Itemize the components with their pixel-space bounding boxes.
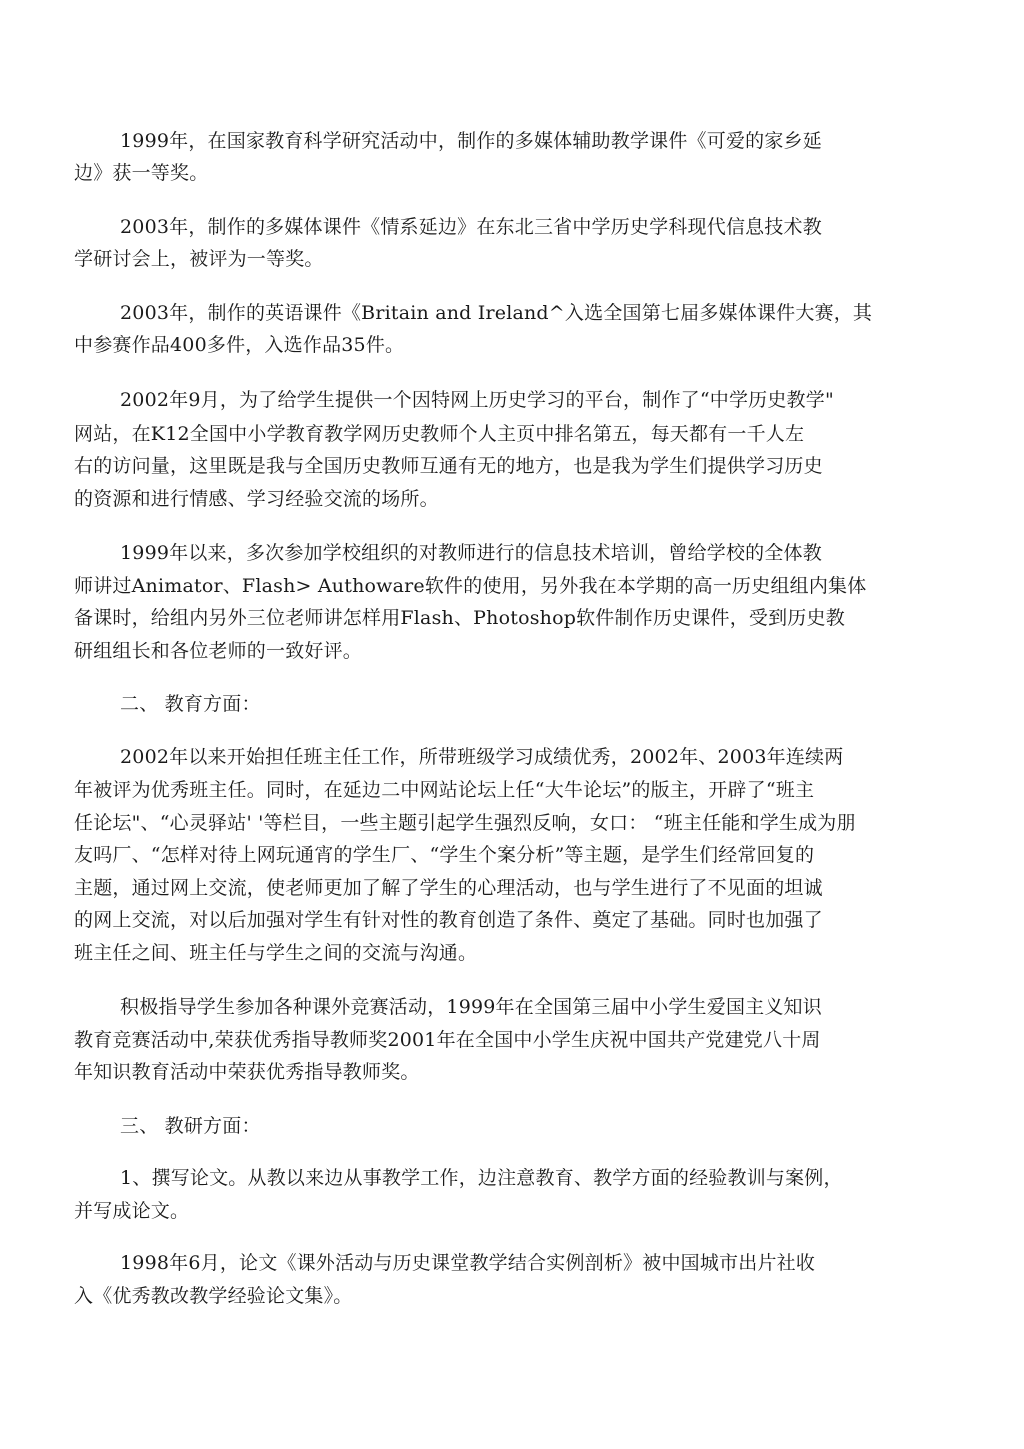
- paragraph-line: 1、撰写论文。从教以来边从事教学工作，边注意教育、教学方面的经验教训与案例，: [120, 1167, 843, 1189]
- paragraph-line: 友吗厂、“怎样对待上网玩通宵的学生厂、“学生个案分析”等主题，是学生们经常回复的: [74, 844, 815, 866]
- paragraph-line: 的网上交流，对以后加强对学生有针对性的教育创造了条件、奠定了基础。同时也加强了: [74, 909, 823, 931]
- section-heading-education: 二、 教育方面：: [120, 693, 261, 715]
- paragraph-line: 2002年以来开始担任班主任工作，所带班级学习成绩优秀，2002年、2003年连续两: [120, 746, 844, 768]
- paragraph-line: 任论坛"、“心灵驿站' '等栏目，一些主题引起学生强烈反响，女口： “班主任能和学生成为朋: [74, 812, 856, 834]
- paragraph-line: 2003年，制作的多媒体课件《情系延边》在东北三省中学历史学科现代信息技术教: [120, 216, 822, 238]
- paragraph-line: 主题，通过网上交流，使老师更加了解了学生的心理活动，也与学生进行了不见面的坦诚: [74, 877, 823, 899]
- paragraph-line: 学研讨会上，被评为一等奖。: [74, 248, 324, 270]
- paragraph-line: 积极指导学生参加各种课外竞赛活动，1999年在全国第三届中小学生爱国主义知识: [120, 996, 822, 1018]
- paragraph-line: 并写成论文。: [74, 1200, 190, 1222]
- paragraph-line: 班主任之间、班主任与学生之间的交流与沟通。: [74, 942, 478, 964]
- paragraph-line: 的资源和进行情感、学习经验交流的场所。: [74, 488, 439, 510]
- paragraph-line: 师讲过Animator、Flash> Authoware软件的使用，另外我在本学期的高一历史组组内集体: [74, 575, 867, 597]
- paragraph-line: 中参赛作品400多件，入选作品35件。: [74, 334, 405, 356]
- paragraph-line: 年被评为优秀班主任。同时，在延边二中网站论坛上任“大牛论坛”的版主，开辟了“班主: [74, 779, 815, 801]
- paragraph-line: 1999年，在国家教育科学研究活动中，制作的多媒体辅助教学课件《可爱的家乡延: [120, 130, 822, 152]
- paragraph-line: 右的访问量，这里既是我与全国历史教师互通有无的地方，也是我为学生们提供学习历史: [74, 455, 823, 477]
- paragraph-line: 教育竞赛活动中,荣获优秀指导教师奖2001年在全国中小学生庆祝中国共产党建党八十周: [74, 1029, 821, 1051]
- paragraph-line: 2003年，制作的英语课件《Britain and Ireland^入选全国第七届多媒体课件大赛，其: [120, 302, 873, 324]
- paragraph-line: 1998年6月，论文《课外活动与历史课堂教学结合实例剖析》被中国城市出片社收: [120, 1252, 816, 1274]
- paragraph-line: 边》获一等奖。: [74, 162, 209, 184]
- section-heading-research: 三、 教研方面：: [120, 1115, 261, 1137]
- paragraph-line: 年知识教育活动中荣获优秀指导教师奖。: [74, 1061, 420, 1083]
- paragraph-line: 网站，在K12全国中小学教育教学网历史教师个人主页中排名第五，每天都有一千人左: [74, 423, 805, 445]
- paragraph-line: 2002年9月，为了给学生提供一个因特网上历史学习的平台，制作了“中学历史教学": [120, 389, 834, 411]
- paragraph-line: 入《优秀教改教学经验论文集》。: [74, 1285, 353, 1307]
- paragraph-line: 研组组长和各位老师的一致好评。: [74, 640, 363, 662]
- paragraph-line: 1999年以来，多次参加学校组织的对教师进行的信息技术培训，曾给学校的全体教: [120, 542, 822, 564]
- paragraph-line: 备课时，给组内另外三位老师讲怎样用Flash、Photoshop软件制作历史课件，受到历史教: [74, 607, 845, 629]
